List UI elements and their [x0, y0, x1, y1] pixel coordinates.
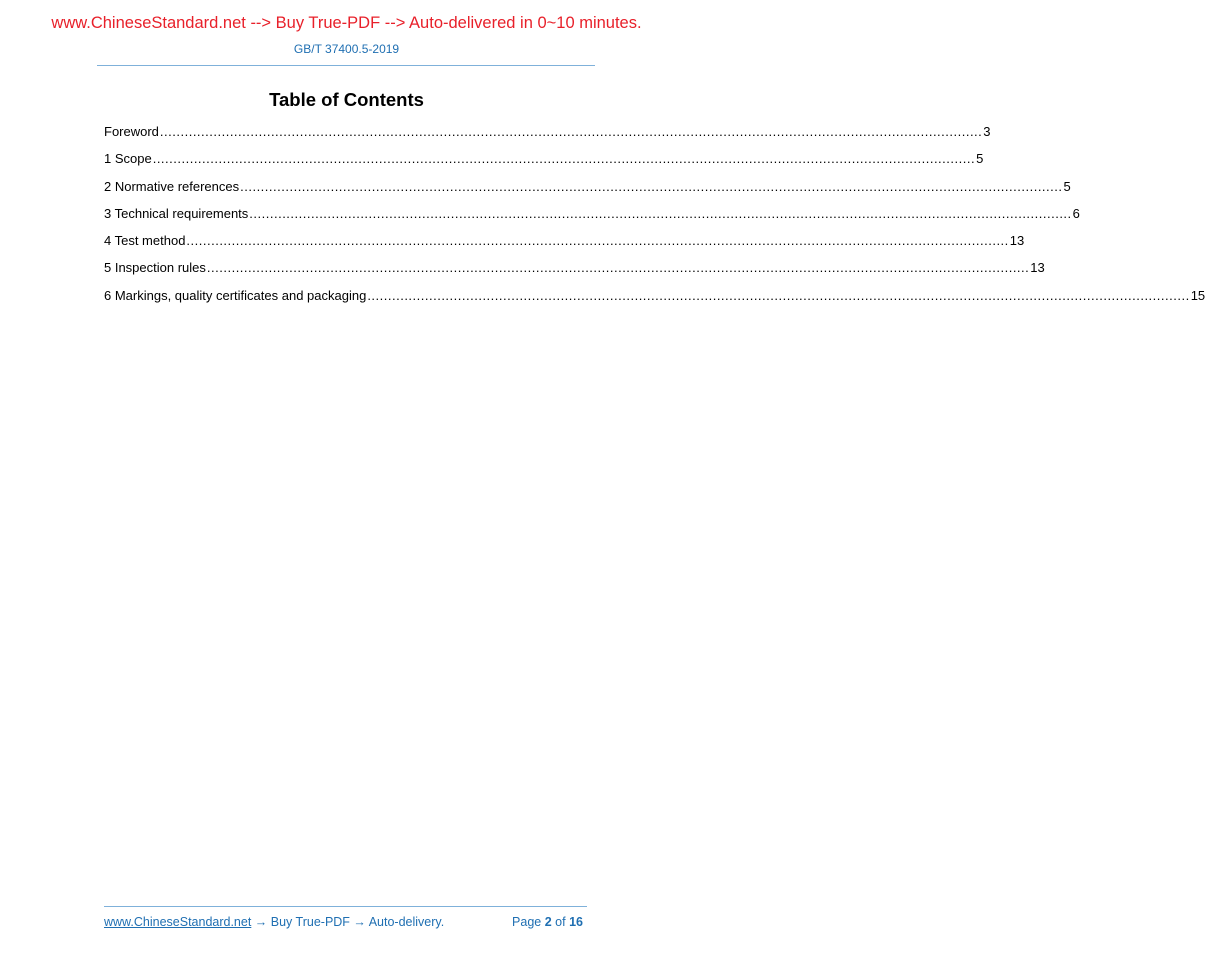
toc-entry-page: 15	[1190, 287, 1205, 303]
document-code: GB/T 37400.5-2019	[293, 42, 400, 56]
toc-entry-normative-references[interactable]	[104, 178, 1071, 206]
toc-entry-foreword[interactable]	[104, 124, 991, 151]
footer-website-link[interactable]: www.ChineseStandard.net	[104, 915, 252, 929]
toc-entry-label: 1 Scope	[104, 151, 152, 167]
toc-entry-page: 3	[983, 124, 991, 139]
toc-entry-markings[interactable]	[104, 287, 1205, 315]
footer-divider	[104, 906, 587, 907]
toc-entry-page: 6	[1072, 205, 1080, 221]
table-of-contents	[104, 124, 1205, 315]
toc-entry-label: 5 Inspection rules	[104, 260, 206, 276]
toc-dot-leader: ........................................................................................................................................................................................................	[186, 233, 1009, 249]
toc-entry-label: 3 Technical requirements	[104, 205, 249, 221]
toc-dot-leader: ........................................................................................................................................................................................................	[367, 287, 1190, 303]
page-footer	[104, 915, 587, 929]
footer-tagline: → Buy True-PDF → Auto-delivery.	[251, 915, 445, 929]
toc-dot-leader: ........................................................................................................................................................................................................	[159, 124, 983, 139]
current-page-number: 2	[544, 915, 552, 929]
toc-dot-leader: ........................................................................................................................................................................................................	[206, 260, 1030, 276]
toc-dot-leader: ........................................................................................................................................................................................................	[240, 178, 1063, 194]
toc-entry-page: 5	[976, 151, 984, 167]
top-banner[interactable]: www.ChineseStandard.net --> Buy True-PDF --> Auto-delivered in 0~10 minutes.	[51, 14, 642, 32]
toc-dot-leader: ........................................................................................................................................................................................................	[249, 205, 1072, 221]
toc-entry-label: 6 Markings, quality certificates and packaging	[104, 287, 367, 303]
toc-entry-page: 5	[1063, 178, 1071, 194]
total-page-count: 16	[569, 915, 583, 929]
toc-entry-label: Foreword	[104, 124, 159, 139]
toc-dot-leader: ........................................................................................................................................................................................................	[152, 151, 976, 167]
of-word: of	[555, 915, 566, 929]
toc-entry-inspection-rules[interactable]	[104, 260, 1045, 287]
toc-entry-label: 4 Test method	[104, 233, 186, 249]
toc-entry-label: 2 Normative references	[104, 178, 240, 194]
toc-entry-test-method[interactable]	[104, 233, 1025, 260]
toc-title: Table of Contents	[269, 89, 424, 110]
toc-entry-technical-requirements[interactable]	[104, 205, 1080, 233]
page-indicator	[512, 915, 583, 929]
page-word: Page	[512, 915, 542, 929]
toc-entry-scope[interactable]	[104, 151, 984, 178]
toc-entry-page: 13	[1009, 233, 1025, 249]
toc-entry-page: 13	[1030, 260, 1045, 276]
header-divider	[97, 65, 595, 66]
